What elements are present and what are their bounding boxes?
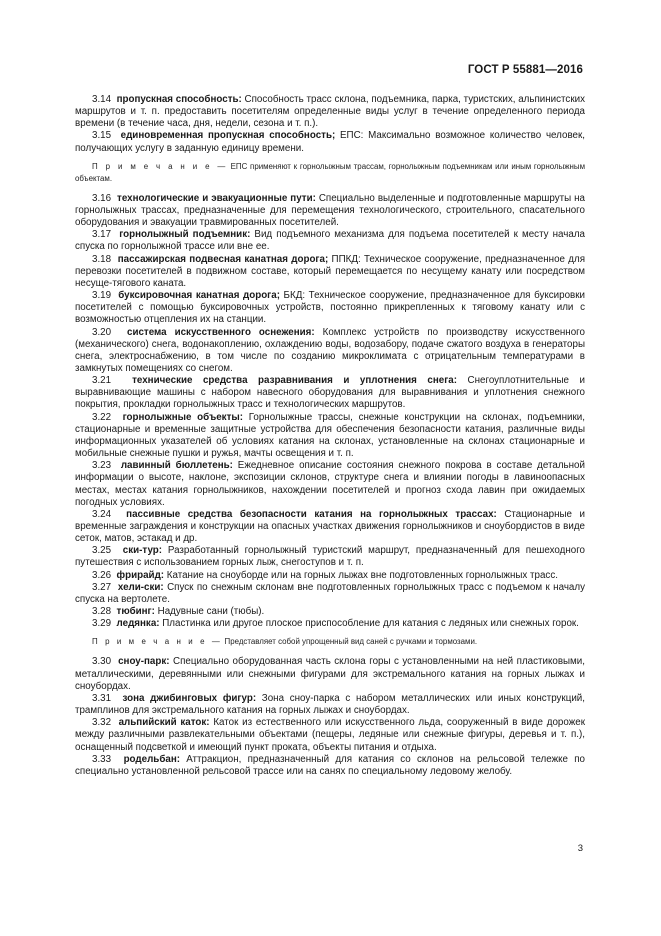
term-entry: 3.21 технические средства разравнивания и уплотнения снега: Снегоуплотнительные и выравнивающие машины с набором навесного оборудования для выравнивания и уплотнения снежного покрытия, прокладки горнолыжных трасс и технологических маршрутов. xyxy=(75,375,585,411)
term: система искусственного оснежения: xyxy=(127,326,315,338)
term: горнолыжный подъемник: xyxy=(119,229,251,241)
term-entry: 3.31 зона джибинговых фигур: Зона сноу-парка с набором металлических или иных конструкций, трамплинов для экстремального катания на горных лыжах и сноубордах. xyxy=(75,692,585,717)
term-entry: 3.24 пассивные средства безопасности катания на горнолыжных трассах: Стационарные и временные заграждения и конструкции на опасных участках движения горнолыжников и сноубордистов в виде сеток, матов, эстакад и др. xyxy=(75,508,585,545)
term: буксировочная канатная дорога; xyxy=(118,290,280,302)
term: пассивные средства безопасности катания на горнолыжных трассах: xyxy=(126,508,497,520)
term: сноу-парк: xyxy=(118,656,170,668)
note: П р и м е ч а н и е — Представляет собой упрощенный вид саней с ручками и тормозами. xyxy=(92,637,478,647)
term-entry: 3.30 сноу-парк: Специально оборудованная часть склона горы с установленными на ней пластиковыми, металлическими, деревянными или снежными фигурами для экстремального катания на горных лыжах и сноубордах. xyxy=(75,656,585,692)
page-number: 3 xyxy=(577,843,583,854)
document-header: ГОСТ Р 55881—2016 xyxy=(467,64,583,76)
term: пропускная способность: xyxy=(116,94,242,105)
term: пассажирская подвесная канатная дорога; xyxy=(117,253,329,265)
term: ски-тур: xyxy=(122,545,163,557)
term-entry: 3.23 лавинный бюллетень: Ежедневное описание состояния снежного покрова в составе детальной информации о высоте, наклоне, экспозиции склонов, структуре снега и влиянии погоды в лавиноопасных местах, местах катания горнолыжников, нахождении посетителей и прогноз схода лавин при ожидаемых погодных условиях. xyxy=(75,460,585,508)
term: технологические и эвакуационные пути: xyxy=(117,192,316,204)
note: П р и м е ч а н и е — ЕПС применяют к горнолыжным трассам, горнолыжным подъемникам или иным горнолыжным объектам. xyxy=(75,161,585,183)
term: лавинный бюллетень: xyxy=(120,460,233,472)
term: единовременная пропускная способность; xyxy=(120,130,336,142)
term-entry: 3.22 горнолыжные объекты: Горнолыжные трассы, снежные конструкции на склонах, подъемники, стационарные и временные защитные устройства для обеспечения безопасности катания, различные виды информационных указателей об условиях катания на склонах, установленные на склонах стационарные и мобильные снежные пушки и ружья, мачты освещения и т. п. xyxy=(75,411,585,460)
term: технические средства разравнивания и уплотнения снега: xyxy=(132,375,458,387)
document-body xyxy=(75,94,585,778)
term: фрирайд: xyxy=(116,569,165,581)
term-entry: 3.14 пропускная способность: Способность трасс склона, подъемника, парка, туристских, альпинистских маршрутов и т. п. предоставить посетителям определенные виды услуг в течение определенного периода времени (в течение часа, дня, недели, сезона и т. п.). xyxy=(75,94,585,130)
term-entry: 3.33 родельбан: Аттракцион, предназначенный для катания со склонов на рельсовой тележке по специально установленной рельсовой трассе или на санях по специальному ледовому желобу. xyxy=(75,753,585,777)
term-entry: 3.20 система искусственного оснежения: Комплекс устройств по производству искусственного (механического) снега, водонакоплению, охлаждению воды, водозабору, подаче сжатого воздуха в генераторы снега, электроснабжению, в том числе по созданию микроклимата с отрицательным температурами в замкнутых помещениях со снегом. xyxy=(75,326,585,374)
term: горнолыжные объекты: xyxy=(122,411,243,423)
term: альпийский каток: xyxy=(118,717,210,729)
term-entry: 3.19 буксировочная канатная дорога; БКД: Техническое сооружение, предназначенное для буксировки посетителей с помощью буксировочных устройств, постоянно прикрепленных к тяговому канату или с возможностью отцепления их на станции. xyxy=(75,290,585,326)
term-entry: 3.29 ледянка: Пластинка или другое плоское приспособление для катания с ледяных или снежных горок. xyxy=(92,618,579,630)
term-entry: 3.16 технологические и эвакуационные пути: Специально выделенные и подготовленные маршруты на горнолыжных трассах, предназначенные для перемещения технологического, строительного, спасательного оборудования и эвакуации травмированных посетителей. xyxy=(75,192,585,229)
term-entry: 3.28 тюбинг: Надувные сани (тюбы). xyxy=(92,606,265,618)
term: хели-ски: xyxy=(117,581,164,593)
term-entry: 3.25 ски-тур: Разработанный горнолыжный туристский маршрут, предназначенный для пешеходного путешествия с использованием горных лыж, снегоступов и т. п. xyxy=(75,545,585,569)
term-entry: 3.27 хели-ски: Спуск по снежным склонам вне подготовленных горнолыжных трасс с подъемом к началу спуска на вертолете. xyxy=(75,581,585,605)
term-entry: 3.32 альпийский каток: Каток из естественного или искусственного льда, сооруженный в виде дорожек между различными развлекательными объектами (пещеры, ледяные или снежные фигуры, деревья и т. п.), оснащенный подсветкой и имеющий пункт проката, объекты питания и отдыха. xyxy=(75,717,585,753)
term: ледянка: xyxy=(116,618,160,630)
term-entry: 3.18 пассажирская подвесная канатная дорога; ППКД: Техническое сооружение, предназначенное для перевозки посетителей в подвижном составе, который перемещается по несущему канату или посредством несуще-тягового каната. xyxy=(75,253,586,289)
term: зона джибинговых фигур: xyxy=(122,692,257,704)
term: тюбинг: xyxy=(116,606,155,618)
term-entry: 3.17 горнолыжный подъемник: Вид подъемного механизма для подъема посетителей к месту начала спуска по горнолыжной трассе или вне ее. xyxy=(75,229,585,253)
term-entry: 3.15 единовременная пропускная способность; ЕПС: Максимально возможное количество человек, получающих услугу в заданную единицу времени. xyxy=(75,130,586,154)
term: родельбан: xyxy=(123,753,180,765)
term-entry: 3.26 фрирайд: Катание на сноуборде или на горных лыжах вне подготовленных горнолыжных трасс. xyxy=(92,569,558,581)
